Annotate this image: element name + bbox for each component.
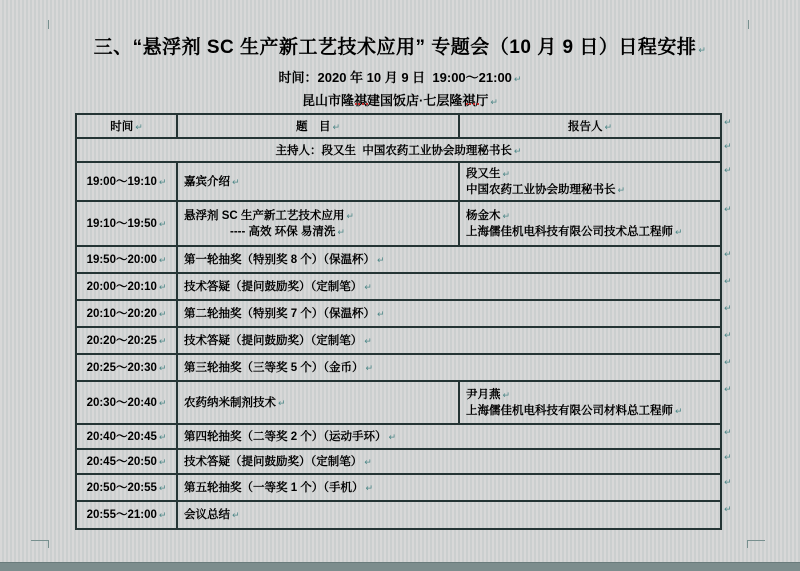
return-mark-icon: ↵ [158,397,167,408]
cell-line [184,252,714,268]
header-speaker-label: 报告人 [567,121,603,133]
spellcheck-underline [466,101,479,105]
return-mark-icon: ↵ [490,97,498,107]
time-cell [76,424,177,449]
cell-text: 上海儒佳机电科技有限公司材料总工程师 [466,404,673,417]
return-mark-icon: ↵ [724,504,732,514]
cell-text: 技术答疑（提问鼓励奖）（定制笔） [184,334,363,347]
cell-line [83,252,170,268]
topic-cell [177,246,721,273]
header-time-label: 时间 [110,121,134,133]
return-mark-icon: ↵ [724,330,732,340]
return-mark-icon: ↵ [617,184,626,195]
moderator-row [76,138,721,162]
table-row [76,327,721,354]
return-mark-icon: ↵ [158,335,167,346]
return-mark-icon: ↵ [377,308,385,319]
topic-cell [177,501,721,529]
table-row [76,273,721,300]
table-row [76,201,721,246]
subtitle-time-text: 时间：2020 年 10 月 9 日 19:00～21:00 [278,70,512,85]
cell-line [184,360,714,376]
return-mark-icon: ↵ [513,74,522,84]
return-mark-icon: ↵ [388,431,397,442]
return-mark-icon: ↵ [724,204,732,214]
cell-text: 20:55～21:00 [86,509,157,521]
cell-line [466,387,714,403]
time-cell [76,273,177,300]
cell-line [466,403,714,419]
cell-text: 20:25～20:30 [86,361,157,374]
cell-text: 农药纳米制剂技术 [184,396,276,409]
time-cell [76,354,177,381]
subtitle-venue [0,92,800,111]
topic-cell [177,354,721,381]
header-time [76,114,177,138]
table-row [76,300,721,327]
time-cell [76,449,177,474]
cell-text: 20:50～20:55 [86,481,157,494]
cell-text: 中国农药工业协会助理秘书长 [466,183,616,196]
moderator-cell [76,138,721,162]
header-topic [177,114,459,138]
return-mark-icon: ↵ [724,303,732,313]
cell-text: 杨金木 [466,209,501,222]
cell-line [83,454,170,470]
cell-text: 第二轮抽奖（特别奖 7 个）（保温杯） [184,307,376,320]
cell-line [184,395,452,411]
return-mark-icon: ↵ [502,210,511,221]
cell-text: 第一轮抽奖（特别奖 8 个）（保温杯） [184,253,376,266]
return-mark-icon: ↵ [158,510,167,520]
return-mark-icon: ↵ [364,456,372,467]
cell-line [83,174,170,190]
return-mark-icon: ↵ [675,226,683,237]
table-row [76,381,721,424]
speaker-cell [459,381,721,424]
topic-cell [177,449,721,474]
return-mark-icon: ↵ [158,176,167,187]
return-mark-icon: ↵ [724,452,732,462]
cell-text: 段又生 [466,167,501,180]
cell-line [184,429,714,445]
time-cell [76,300,177,327]
time-cell [76,501,177,529]
return-mark-icon: ↵ [158,456,167,467]
time-cell [76,381,177,424]
spellcheck-underline [355,101,368,105]
cell-text: 19:50～20:00 [86,253,157,266]
cell-text: 19:10～19:50 [86,217,157,230]
cell-line [184,333,714,349]
schedule-table [75,113,722,530]
cell-text: 20:45～20:50 [86,455,157,468]
return-mark-icon: ↵ [232,176,240,187]
return-mark-icon: ↵ [513,146,522,156]
cell-text: 20:10～20:20 [86,307,157,320]
cell-line [83,306,170,322]
return-mark-icon: ↵ [724,165,732,175]
cell-text: 20:30～20:40 [86,396,157,409]
return-mark-icon: ↵ [377,254,385,265]
subtitle-time [0,69,800,88]
page-title-text: 三、“悬浮剂 SC 生产新工艺技术应用” 专题会（10 月 9 日）日程安排 [93,37,697,58]
return-mark-icon: ↵ [346,210,354,221]
margin-crop-mark-top-left [48,20,49,29]
cell-text: 尹月燕 [466,388,501,401]
return-mark-icon: ↵ [724,384,732,394]
return-mark-icon: ↵ [698,45,707,55]
table-row [76,449,721,474]
topic-cell [177,201,459,246]
cell-text: 悬浮剂 SC 生产新工艺技术应用 [184,209,345,222]
page-title [0,36,800,62]
return-mark-icon: ↵ [158,254,167,265]
return-mark-icon: ↵ [724,477,732,487]
cell-text: ---- 高效 环保 易清洗 [230,225,336,238]
return-mark-icon: ↵ [332,122,341,132]
cell-line [184,454,714,470]
cell-text: 嘉宾介绍 [184,175,230,188]
time-cell [76,474,177,501]
cell-line [184,224,452,240]
cell-text: 会议总结 [184,509,230,521]
moderator-text: 主持人：段又生 中国农药工业协会助理秘书长 [275,145,512,157]
speaker-cell [459,162,721,201]
cell-line [184,480,714,496]
return-mark-icon: ↵ [724,117,732,127]
cell-line [466,182,714,198]
margin-crop-mark-bottom-left [31,540,49,548]
return-mark-icon: ↵ [724,276,732,286]
cell-line [184,306,714,322]
return-mark-icon: ↵ [158,431,167,442]
cell-text: 技术答疑（提问鼓励奖）（定制笔） [184,455,363,468]
speaker-cell [459,201,721,246]
return-mark-icon: ↵ [364,335,372,346]
return-mark-icon: ↵ [724,427,732,437]
topic-cell [177,273,721,300]
return-mark-icon: ↵ [135,122,143,132]
topic-cell [177,381,459,424]
topic-cell [177,424,721,449]
cell-text: 技术答疑（提问鼓励奖）（定制笔） [184,280,363,293]
cell-text: 20:40～20:45 [86,430,157,443]
table-row [76,424,721,449]
return-mark-icon: ↵ [158,482,167,493]
table-header-row [76,114,721,138]
return-mark-icon: ↵ [278,397,286,408]
subtitle-venue-text: 昆山市隆祺建国饭店·七层隆祺厅 [302,93,489,108]
topic-cell [177,162,459,201]
time-cell [76,162,177,201]
cell-line [184,279,714,295]
cell-text: 第四轮抽奖（二等奖 2 个）（运动手环） [184,430,387,443]
cell-line [466,224,714,240]
return-mark-icon: ↵ [337,226,345,237]
time-cell [76,327,177,354]
return-mark-icon: ↵ [158,281,167,292]
return-mark-icon: ↵ [365,482,374,493]
topic-cell [177,474,721,501]
return-mark-icon: ↵ [158,218,167,229]
cell-text: 20:20～20:25 [86,334,157,347]
header-speaker [459,114,721,138]
cell-line [466,208,714,224]
return-mark-icon: ↵ [158,362,167,373]
return-mark-icon: ↵ [675,405,683,416]
table-row [76,354,721,381]
margin-crop-mark-top-right [748,20,749,29]
return-mark-icon: ↵ [724,249,732,259]
return-mark-icon: ↵ [365,362,374,373]
cell-line [83,333,170,349]
cell-line [83,395,170,411]
table-row [76,501,721,529]
cell-line [466,166,714,182]
cell-line [83,429,170,445]
cell-line [83,216,170,232]
cell-text: 20:00～20:10 [86,280,157,293]
cell-line [83,507,170,523]
window-edge-bar [0,562,800,571]
table-row [76,474,721,501]
return-mark-icon: ↵ [502,168,511,179]
cell-line [83,279,170,295]
topic-cell [177,327,721,354]
cell-line [184,174,452,190]
cell-line [184,208,452,224]
time-cell [76,246,177,273]
return-mark-icon: ↵ [364,281,372,292]
cell-text: 上海儒佳机电科技有限公司技术总工程师 [466,225,673,238]
return-mark-icon: ↵ [724,141,732,151]
return-mark-icon: ↵ [604,122,613,132]
return-mark-icon: ↵ [502,389,511,400]
header-topic-label: 题 目 [295,121,331,133]
table-row [76,162,721,201]
margin-crop-mark-bottom-right [747,540,765,548]
cell-text: 19:00～19:10 [86,175,157,188]
cell-text: 第五轮抽奖（一等奖 1 个）（手机） [184,481,364,494]
table-row [76,246,721,273]
return-mark-icon: ↵ [232,510,240,520]
return-mark-icon: ↵ [158,308,167,319]
time-cell [76,201,177,246]
cell-line [83,360,170,376]
cell-line [184,507,714,523]
topic-cell [177,300,721,327]
return-mark-icon: ↵ [724,357,732,367]
cell-line [83,480,170,496]
cell-text: 第三轮抽奖（三等奖 5 个）（金币） [184,361,364,374]
schedule-rows [76,162,721,529]
